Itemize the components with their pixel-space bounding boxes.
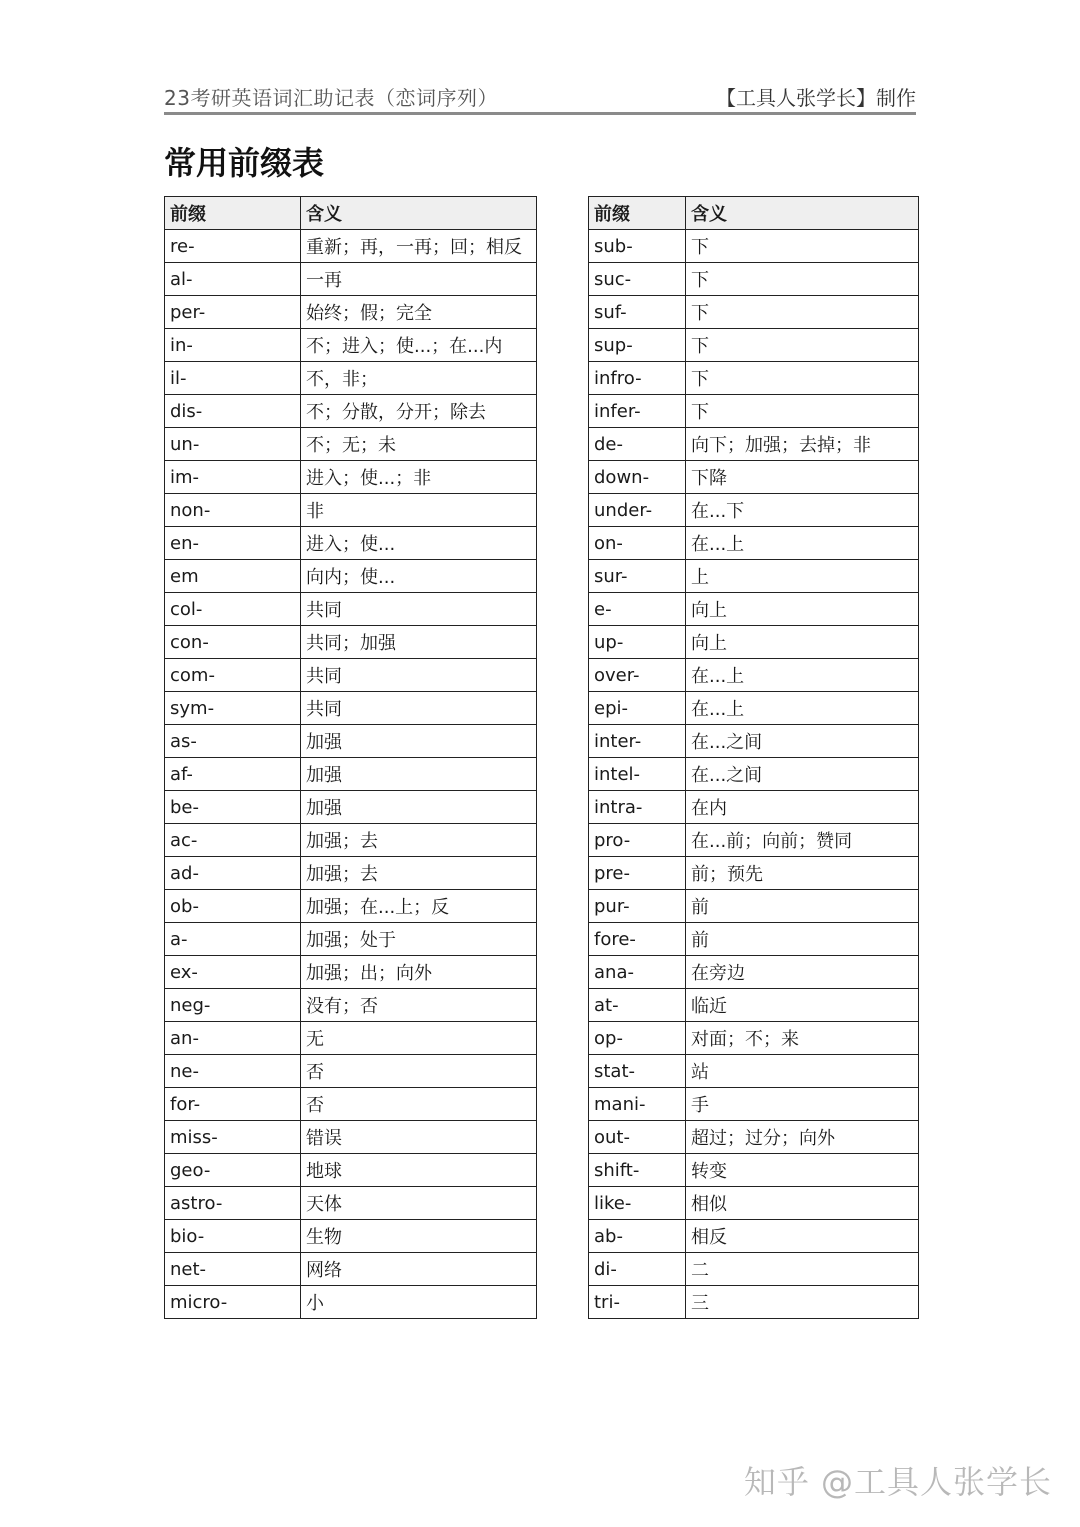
meaning-cell: 共同 <box>301 593 537 626</box>
prefix-cell: suc- <box>589 263 686 296</box>
meaning-cell: 共同 <box>301 692 537 725</box>
meaning-cell: 二 <box>686 1253 919 1286</box>
table-row <box>589 527 919 560</box>
prefix-cell: ab- <box>589 1220 686 1253</box>
table-row <box>165 824 537 857</box>
table-row <box>589 1055 919 1088</box>
prefix-cell: suf- <box>589 296 686 329</box>
table-row <box>165 1187 537 1220</box>
meaning-cell: 不；进入；使...；在...内 <box>301 329 537 362</box>
meaning-cell: 对面；不；来 <box>686 1022 919 1055</box>
meaning-cell: 非 <box>301 494 537 527</box>
prefix-cell: af- <box>165 758 301 791</box>
meaning-cell: 网络 <box>301 1253 537 1286</box>
meaning-cell: 天体 <box>301 1187 537 1220</box>
table-row <box>165 230 537 263</box>
meaning-cell: 前 <box>686 923 919 956</box>
table-header-row <box>165 197 537 230</box>
table-row <box>165 1055 537 1088</box>
prefix-cell: di- <box>589 1253 686 1286</box>
prefix-cell: ob- <box>165 890 301 923</box>
page-title: 常用前缀表 <box>164 144 325 182</box>
prefix-cell: ad- <box>165 857 301 890</box>
table-row <box>589 956 919 989</box>
table-row <box>589 263 919 296</box>
prefix-cell: en- <box>165 527 301 560</box>
meaning-cell: 否 <box>301 1088 537 1121</box>
prefix-cell: out- <box>589 1121 686 1154</box>
meaning-cell: 前；预先 <box>686 857 919 890</box>
prefix-cell: be- <box>165 791 301 824</box>
table-row <box>589 758 919 791</box>
prefix-cell: net- <box>165 1253 301 1286</box>
meaning-cell: 进入；使...；非 <box>301 461 537 494</box>
prefix-cell: e- <box>589 593 686 626</box>
table-row <box>165 461 537 494</box>
header-title: 23考研英语词汇助记表（恋词序列） <box>164 86 498 110</box>
table-row <box>589 692 919 725</box>
meaning-cell: 重新；再，一再；回；相反 <box>301 230 537 263</box>
meaning-cell: 在...上 <box>686 527 919 560</box>
table-row <box>165 1121 537 1154</box>
meaning-cell: 手 <box>686 1088 919 1121</box>
meaning-cell: 在...前；向前；赞同 <box>686 824 919 857</box>
table-row <box>589 428 919 461</box>
prefix-cell: for- <box>165 1088 301 1121</box>
table-row <box>165 527 537 560</box>
prefix-cell: non- <box>165 494 301 527</box>
meaning-cell: 不，非； <box>301 362 537 395</box>
prefix-cell: under- <box>589 494 686 527</box>
prefix-cell: pre- <box>589 857 686 890</box>
table-row <box>165 263 537 296</box>
table-row <box>589 329 919 362</box>
meaning-cell: 在旁边 <box>686 956 919 989</box>
meaning-cell: 在...之间 <box>686 725 919 758</box>
prefix-cell: infro- <box>589 362 686 395</box>
meaning-cell: 加强；在...上；反 <box>301 890 537 923</box>
prefix-cell: in- <box>165 329 301 362</box>
meaning-cell: 不；无；未 <box>301 428 537 461</box>
meaning-cell: 始终；假；完全 <box>301 296 537 329</box>
prefix-cell: fore- <box>589 923 686 956</box>
table-row <box>589 989 919 1022</box>
table-row <box>165 725 537 758</box>
prefix-cell: sub- <box>589 230 686 263</box>
meaning-cell: 下 <box>686 230 919 263</box>
meaning-cell: 下 <box>686 362 919 395</box>
prefix-table-right <box>588 196 919 1319</box>
table-row <box>589 296 919 329</box>
meaning-cell: 向上 <box>686 593 919 626</box>
prefix-cell: em <box>165 560 301 593</box>
table-row <box>165 494 537 527</box>
prefix-cell: sur- <box>589 560 686 593</box>
meaning-cell: 进入；使... <box>301 527 537 560</box>
table-row <box>589 1121 919 1154</box>
page-header <box>164 82 916 115</box>
meaning-cell: 下 <box>686 296 919 329</box>
table-row <box>589 362 919 395</box>
prefix-table-left <box>164 196 537 1319</box>
prefix-cell: ac- <box>165 824 301 857</box>
prefix-cell: inter- <box>589 725 686 758</box>
prefix-cell: infer- <box>589 395 686 428</box>
prefix-cell: down- <box>589 461 686 494</box>
meaning-cell: 相似 <box>686 1187 919 1220</box>
table-row <box>589 1253 919 1286</box>
prefix-cell: intel- <box>589 758 686 791</box>
prefix-cell: up- <box>589 626 686 659</box>
table-row <box>165 1286 537 1319</box>
prefix-cell: per- <box>165 296 301 329</box>
table-row <box>589 725 919 758</box>
table-row <box>165 989 537 1022</box>
meaning-cell: 下降 <box>686 461 919 494</box>
meaning-cell: 在...下 <box>686 494 919 527</box>
meaning-cell: 共同；加强 <box>301 626 537 659</box>
table-row <box>589 791 919 824</box>
table-header-row <box>589 197 919 230</box>
meaning-cell: 在...上 <box>686 659 919 692</box>
table-row <box>589 890 919 923</box>
meaning-cell: 错误 <box>301 1121 537 1154</box>
table-row <box>165 560 537 593</box>
meaning-cell: 在内 <box>686 791 919 824</box>
meaning-cell: 下 <box>686 329 919 362</box>
prefix-cell: like- <box>589 1187 686 1220</box>
prefix-cell: at- <box>589 989 686 1022</box>
meaning-cell: 否 <box>301 1055 537 1088</box>
prefix-cell: dis- <box>165 395 301 428</box>
meaning-cell: 前 <box>686 890 919 923</box>
table-row <box>589 1154 919 1187</box>
meaning-cell: 三 <box>686 1286 919 1319</box>
prefix-cell: col- <box>165 593 301 626</box>
table-row <box>589 1187 919 1220</box>
table-row <box>165 362 537 395</box>
prefix-cell: im- <box>165 461 301 494</box>
meaning-cell: 没有；否 <box>301 989 537 1022</box>
prefix-cell: ana- <box>589 956 686 989</box>
meaning-cell: 临近 <box>686 989 919 1022</box>
table-row <box>589 593 919 626</box>
prefix-cell: astro- <box>165 1187 301 1220</box>
table-row <box>589 230 919 263</box>
meaning-cell: 一再 <box>301 263 537 296</box>
meaning-cell: 下 <box>686 395 919 428</box>
meaning-cell: 地球 <box>301 1154 537 1187</box>
prefix-cell: al- <box>165 263 301 296</box>
table-row <box>165 1088 537 1121</box>
table-row <box>165 1154 537 1187</box>
prefix-cell: ex- <box>165 956 301 989</box>
meaning-cell: 向下；加强；去掉；非 <box>686 428 919 461</box>
prefix-cell: neg- <box>165 989 301 1022</box>
meaning-cell: 无 <box>301 1022 537 1055</box>
meaning-cell: 加强 <box>301 725 537 758</box>
table-row <box>165 890 537 923</box>
table-row <box>165 956 537 989</box>
prefix-cell: an- <box>165 1022 301 1055</box>
prefix-cell: miss- <box>165 1121 301 1154</box>
table-row <box>165 758 537 791</box>
meaning-cell: 转变 <box>686 1154 919 1187</box>
meaning-cell: 在...之间 <box>686 758 919 791</box>
prefix-cell: sym- <box>165 692 301 725</box>
prefix-cell: de- <box>589 428 686 461</box>
meaning-cell: 加强；出；向外 <box>301 956 537 989</box>
meaning-cell: 加强；去 <box>301 824 537 857</box>
table-row <box>589 923 919 956</box>
table-row <box>165 923 537 956</box>
prefix-cell: over- <box>589 659 686 692</box>
meaning-cell: 加强；去 <box>301 857 537 890</box>
table-row <box>165 428 537 461</box>
meaning-cell: 上 <box>686 560 919 593</box>
table-row <box>165 395 537 428</box>
table-row <box>589 395 919 428</box>
column-header-prefix: 前缀 <box>589 197 686 230</box>
table-row <box>165 1253 537 1286</box>
prefix-cell: un- <box>165 428 301 461</box>
table-row <box>165 1220 537 1253</box>
table-row <box>589 857 919 890</box>
table-row <box>589 824 919 857</box>
table-row <box>165 593 537 626</box>
table-row <box>165 692 537 725</box>
column-header-meaning: 含义 <box>301 197 537 230</box>
column-header-meaning: 含义 <box>686 197 919 230</box>
prefix-cell: re- <box>165 230 301 263</box>
table-row <box>165 329 537 362</box>
prefix-cell: com- <box>165 659 301 692</box>
meaning-cell: 生物 <box>301 1220 537 1253</box>
prefix-cell: ne- <box>165 1055 301 1088</box>
table-row <box>589 494 919 527</box>
prefix-cell: tri- <box>589 1286 686 1319</box>
header-credit: 【工具人张学长】制作 <box>716 86 916 110</box>
watermark-text: 知乎 @工具人张学长 <box>743 1463 1052 1501</box>
prefix-cell: pro- <box>589 824 686 857</box>
table-row <box>589 659 919 692</box>
prefix-cell: intra- <box>589 791 686 824</box>
meaning-cell: 不；分散，分开；除去 <box>301 395 537 428</box>
prefix-cell: sup- <box>589 329 686 362</box>
meaning-cell: 共同 <box>301 659 537 692</box>
table-row <box>165 791 537 824</box>
prefix-cell: a- <box>165 923 301 956</box>
meaning-cell: 加强 <box>301 791 537 824</box>
table-row <box>589 1022 919 1055</box>
table-row <box>589 461 919 494</box>
prefix-cell: shift- <box>589 1154 686 1187</box>
meaning-cell: 在...上 <box>686 692 919 725</box>
meaning-cell: 下 <box>686 263 919 296</box>
prefix-cell: as- <box>165 725 301 758</box>
table-row <box>589 1088 919 1121</box>
prefix-cell: micro- <box>165 1286 301 1319</box>
table-row <box>165 857 537 890</box>
prefix-cell: pur- <box>589 890 686 923</box>
prefix-cell: geo- <box>165 1154 301 1187</box>
meaning-cell: 超过；过分；向外 <box>686 1121 919 1154</box>
table-row <box>589 1220 919 1253</box>
prefix-cell: bio- <box>165 1220 301 1253</box>
meaning-cell: 小 <box>301 1286 537 1319</box>
prefix-cell: con- <box>165 626 301 659</box>
prefix-cell: on- <box>589 527 686 560</box>
prefix-cell: stat- <box>589 1055 686 1088</box>
table-row <box>589 626 919 659</box>
prefix-cell: mani- <box>589 1088 686 1121</box>
meaning-cell: 相反 <box>686 1220 919 1253</box>
table-row <box>165 296 537 329</box>
table-row <box>165 1022 537 1055</box>
table-row <box>589 560 919 593</box>
meaning-cell: 加强；处于 <box>301 923 537 956</box>
meaning-cell: 加强 <box>301 758 537 791</box>
prefix-cell: il- <box>165 362 301 395</box>
table-row <box>589 1286 919 1319</box>
meaning-cell: 向上 <box>686 626 919 659</box>
column-header-prefix: 前缀 <box>165 197 301 230</box>
meaning-cell: 站 <box>686 1055 919 1088</box>
meaning-cell: 向内；使... <box>301 560 537 593</box>
prefix-cell: epi- <box>589 692 686 725</box>
table-row <box>165 626 537 659</box>
table-row <box>165 659 537 692</box>
prefix-cell: op- <box>589 1022 686 1055</box>
